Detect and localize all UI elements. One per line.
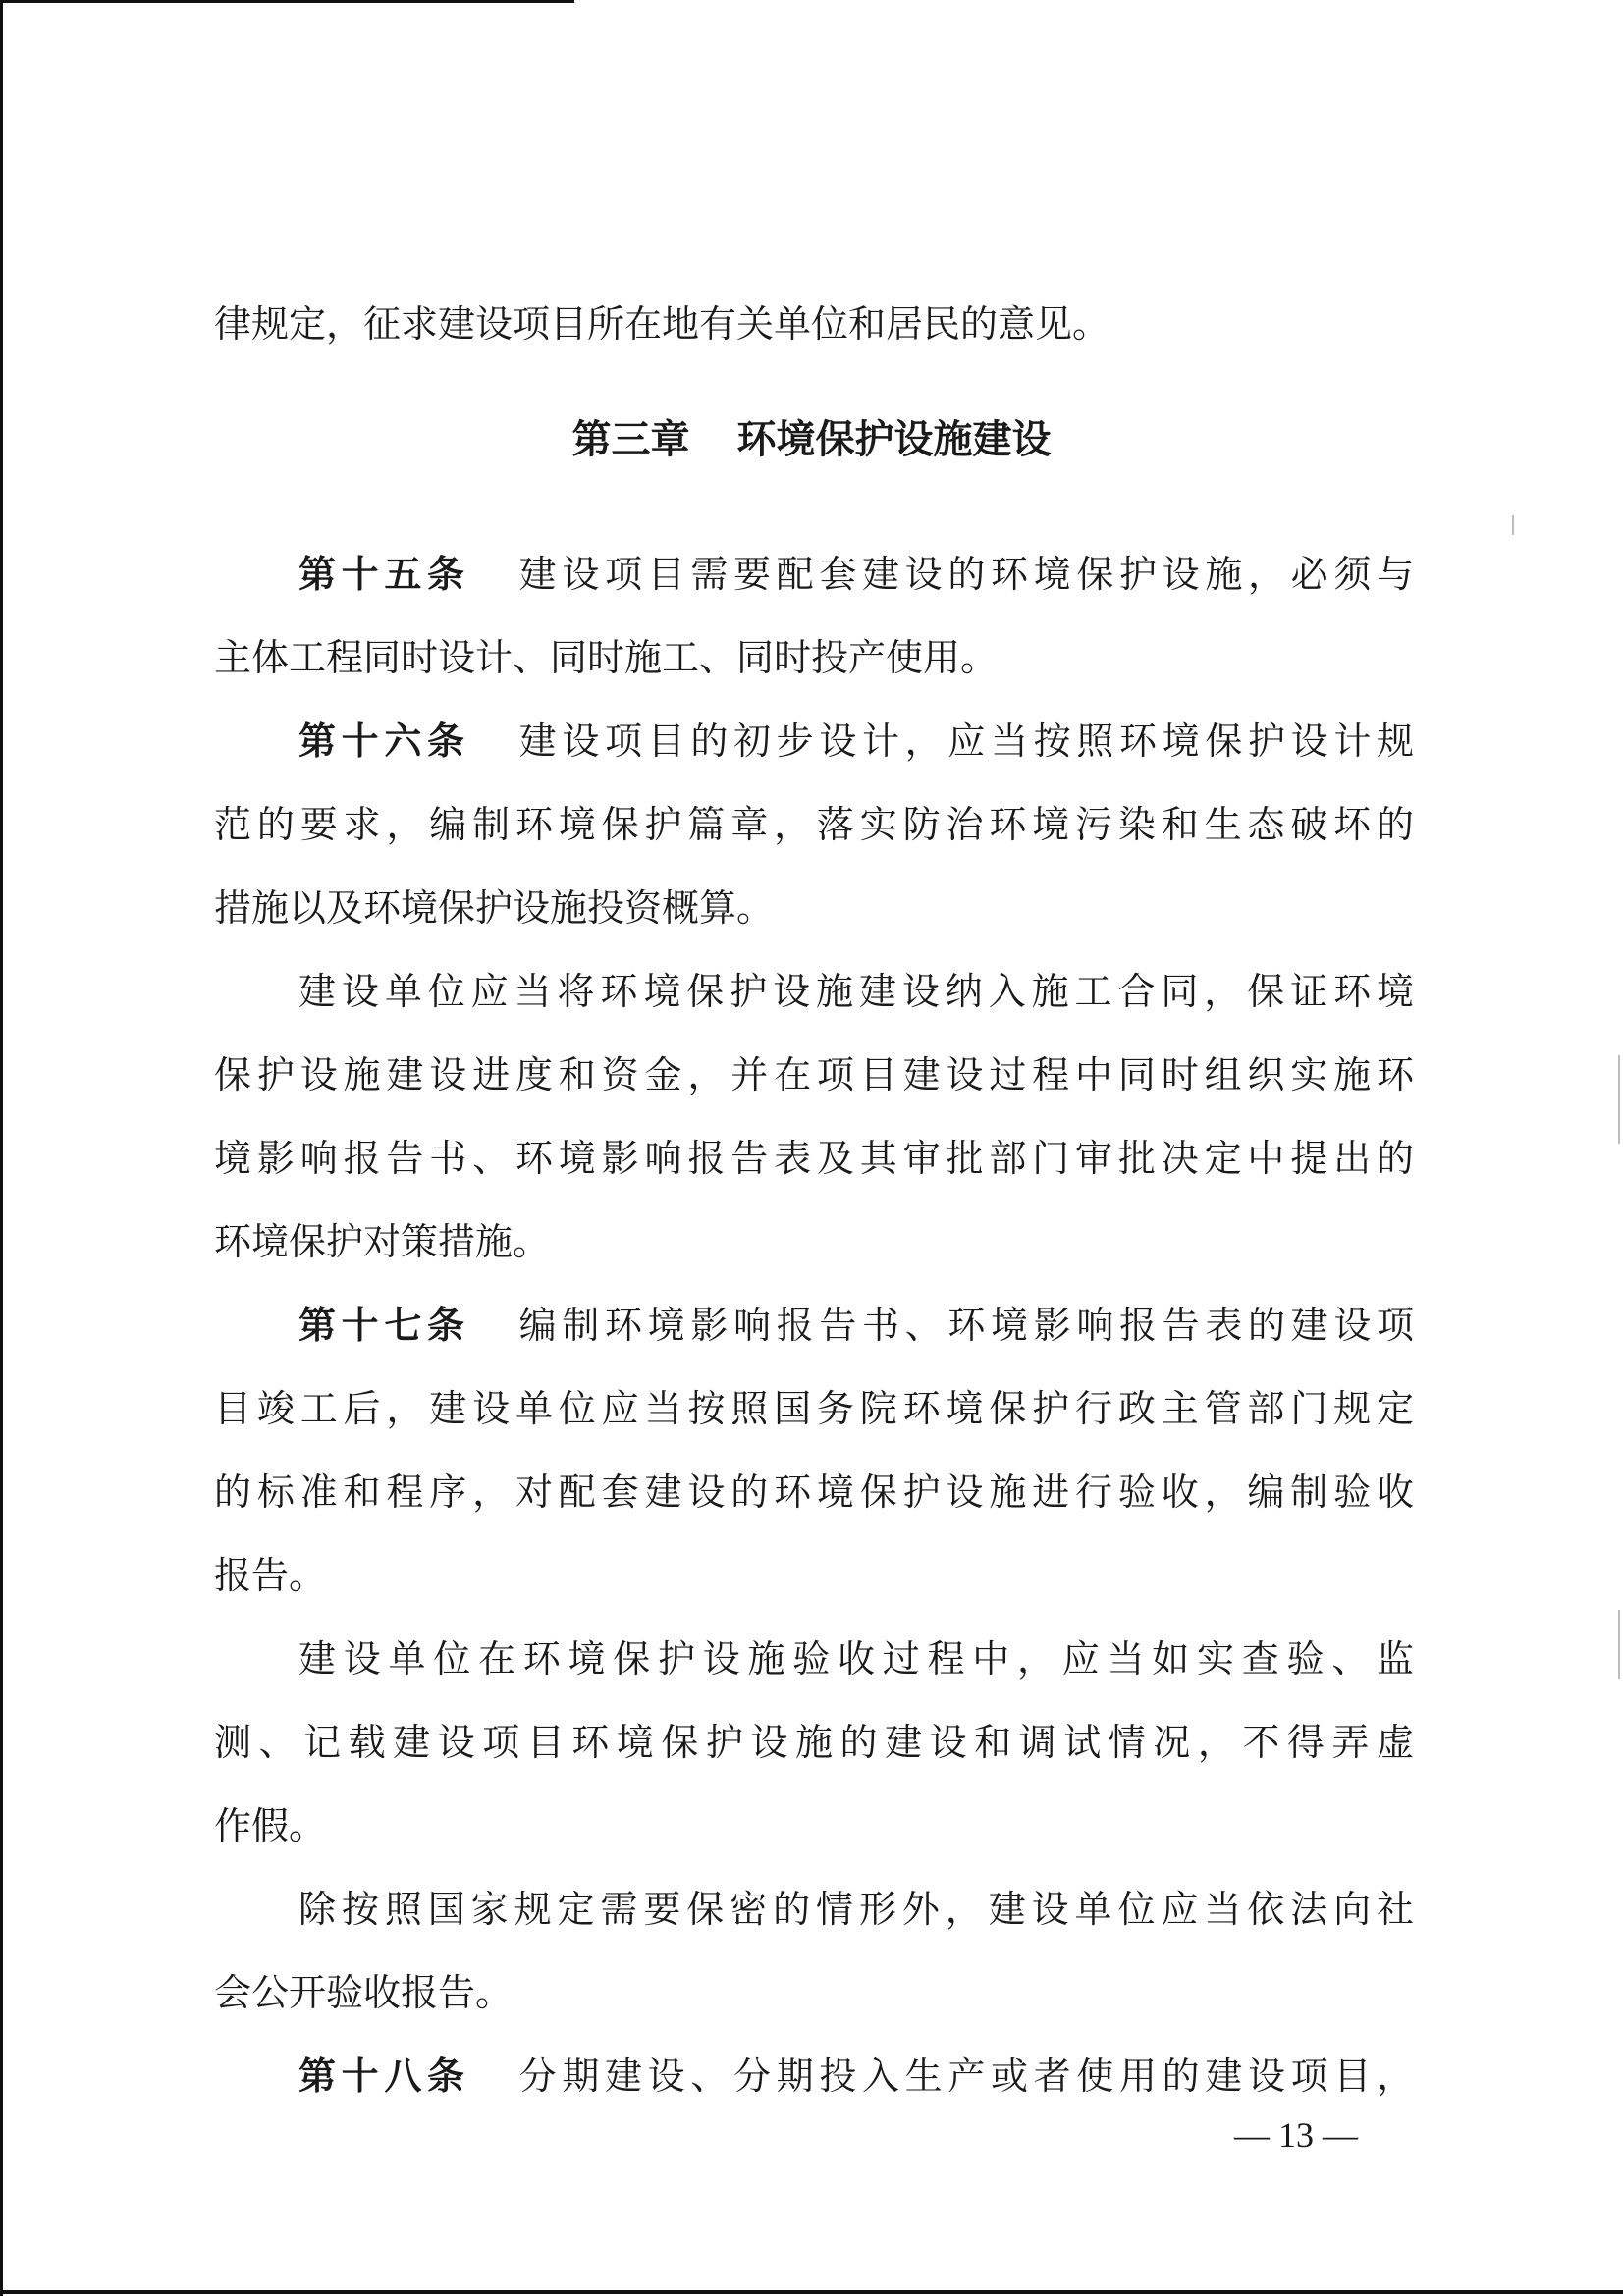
- text-line: 除按照国家规定需要保密的情形外，建设单位应当依法向社: [298, 1888, 1414, 1931]
- article-text: 建设项目需要配套建设的环境保护设施，必须与: [518, 553, 1414, 596]
- text-line: 报告。: [214, 1554, 327, 1597]
- text-line: 主体工程同时设计、同时施工、同时投产使用。: [214, 636, 999, 679]
- scan-border-bottom: [0, 2290, 1623, 2294]
- text-line: 建设单位应当将环境保护设施建设纳入施工合同，保证环境: [298, 970, 1414, 1013]
- chapter-heading: [0, 410, 1623, 469]
- scan-border-top: [0, 0, 574, 3]
- article-text: 建设项目的初步设计，应当按照环境保护设计规: [518, 720, 1414, 763]
- scan-speck: [1618, 1610, 1620, 1679]
- article-label: 第十八条: [298, 2055, 470, 2098]
- article-16-line: [298, 712, 1414, 771]
- text-line: 环境保护对策措施。: [214, 1220, 551, 1263]
- text-line: 境影响报告书、环境影响报告表及其审批部门审批决定中提出的: [214, 1137, 1414, 1180]
- article-18-line: [298, 2047, 1414, 2106]
- text-line: 措施以及环境保护设施投资概算。: [214, 886, 775, 930]
- article-label: 第十六条: [298, 720, 470, 763]
- scan-speck: [1512, 515, 1514, 535]
- article-text: 分期建设、分期投入生产或者使用的建设项目，: [518, 2055, 1414, 2098]
- article-15-line: [298, 545, 1414, 604]
- chapter-title: 环境保护设施建设: [736, 417, 1052, 462]
- text-line: 目竣工后，建设单位应当按照国务院环境保护行政主管部门规定: [214, 1387, 1414, 1430]
- text-line: 范的要求，编制环境保护篇章，落实防治环境污染和生态破坏的: [214, 803, 1414, 846]
- article-label: 第十五条: [298, 553, 470, 596]
- text-line: 测、记载建设项目环境保护设施的建设和调试情况，不得弄虚: [214, 1721, 1414, 1764]
- text-line: 律规定，征求建设项目所在地有关单位和居民的意见。: [214, 302, 1110, 346]
- text-line: 建设单位在环境保护设施验收过程中，应当如实查验、监: [298, 1637, 1414, 1681]
- article-label: 第十七条: [298, 1304, 470, 1347]
- scan-speck: [1618, 1055, 1620, 1144]
- page-number: — 13 —: [1234, 2115, 1358, 2155]
- article-17-line: [298, 1296, 1414, 1355]
- scan-border-left: [0, 0, 3, 2296]
- text-line: 作假。: [214, 1804, 327, 1847]
- chapter-number: 第三章: [571, 417, 690, 462]
- text-line: 的标准和程序，对配套建设的环境保护设施进行验收，编制验收: [214, 1470, 1414, 1514]
- text-line: 会公开验收报告。: [214, 1971, 514, 2014]
- article-text: 编制环境影响报告书、环境影响报告表的建设项: [518, 1304, 1414, 1347]
- text-line: 保护设施建设进度和资金，并在项目建设过程中同时组织实施环: [214, 1053, 1414, 1096]
